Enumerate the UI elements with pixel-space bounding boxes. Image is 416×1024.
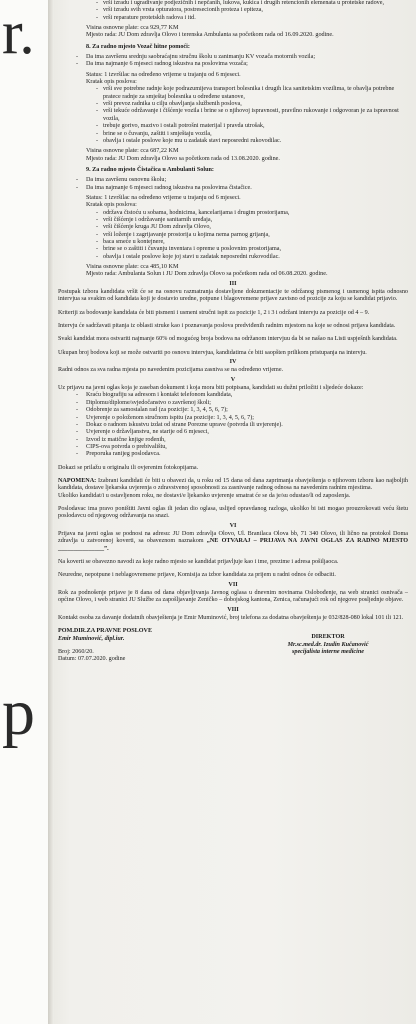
- part4-paragraph: Radni odnos za sva radna mjesta po navedenim pozicijama zasniva se na određeno vrijeme.: [58, 367, 284, 374]
- section7-salary: Visina osnovne plate: cca 929,77 KM: [86, 25, 179, 32]
- envelope-marking-end: _______________”.: [58, 545, 109, 552]
- adjacent-page-letter-bottom: p: [2, 676, 35, 749]
- required-document-item: - Uvjerenje o položenom stručnom ispitu (za pozicije: 1, 3, 4, 5, 6, 7);: [58, 415, 408, 422]
- part4-numeral: IV: [229, 359, 237, 366]
- duty-item: - vrši tekuće održavanje i čišćenje vozila i brine se o njihovoj ispravnosti, pravilno rukovanje i odgovoran je za ispravnost vozila,: [58, 108, 408, 123]
- section8-location: Mjesto rada: JU Dom zdravlja Olovo sa početkom rada od 13.08.2020. godine.: [86, 155, 280, 162]
- requirement-item: - Da ima najmanje 6 mjeseci radnog iskustva na poslovima čistačice.: [58, 185, 408, 192]
- duty-item: - trebuje gorivo, mazivo i ostali potrošni materijal i pravda utrošak,: [58, 123, 408, 130]
- duty-item: - vrši čišćenje kruga JU Dom zdravlja Olovo,: [58, 224, 408, 231]
- duty-item: - vrši reparature protetskih radova i itd.: [58, 15, 408, 22]
- duty-item: - baca smeće u kontejnere,: [58, 239, 408, 246]
- cancellation-paragraph: Poslodavac ima pravo poništiti Javni oglas ili jedan dio oglasa, uslijed opravdanog razloga, ukoliko bi isti mogao prouzrokovati veću štetu poslodavcu od njegovog održavanja na snazi.: [58, 505, 408, 520]
- envelope-instruction: Na koverti se obavezno navodi za koje radno mjesto se kandidat prijavljuje kao i ime, prezime i adresa pošiljaoca.: [58, 559, 339, 565]
- required-document-item: - Preporuka ranijeg poslodavca.: [58, 451, 408, 458]
- page-fold-shadow: [48, 0, 54, 1024]
- section8-salary: Visina osnovne plate: cca 687,22 KM: [86, 148, 179, 155]
- part3-paragraph: Kriteriji za bodovanje kandidata će biti pismeni i usmeni stručni ispit za pozicije 1, 2 i 3 i održani intervju za pozicije od 4 – 9.: [58, 309, 370, 316]
- part3-numeral: III: [229, 280, 237, 287]
- part5-numeral: V: [230, 376, 236, 383]
- section7-location: Mjesto rada: JU Dom zdravlja Olovo i terenska Ambulanta sa početkom rada od 16.09.2020. godine.: [86, 32, 334, 39]
- document-date: Datum: 07.07.2020. godine: [58, 656, 126, 663]
- section8-kratak: Kratak opis poslova:: [86, 79, 137, 86]
- section7-duties-tail: [58, 0, 408, 22]
- requirement-item: - Da ima najmanje 6 mjeseci radnog iskustva na poslovima vozača;: [58, 61, 408, 68]
- part8-numeral: VIII: [227, 606, 239, 613]
- part3-paragraph: Svaki kandidat mora ostvariti najmanje 60% od mogućeg broja bodova na održanom intervjuu da bi se našao na Listi uspješnih kandidata.: [58, 336, 398, 343]
- required-document-item: - Diplomu/diplome/svjedočanstvo o završenoj školi;: [58, 400, 408, 407]
- section9-salary: Visina osnovne plate: cca 485,10 KM: [86, 264, 179, 270]
- napomena-followup: Ukoliko kandidat/i u ostavljenom roku, ne dostavi/e ljekarsko uvjerenje smatrat će se da je/su odustao/li od zaposlenja.: [58, 492, 351, 499]
- part3-paragraph: Postupak izbora kandidata vršit će se na osnovu razmatranja dostavljene dokumentacije te održanog pismenog i usmenog ispita odnosno intervjua sa svakim od kandidata koji je dostavio uredne, potpune i blagovremene prijave zavisno od pozicije za koju se kandidat prijavio.: [58, 289, 408, 303]
- required-document-item: - Kraću biografiju sa adresom i kontakt telefonom kandidata,: [58, 392, 408, 399]
- adjacent-page-strip: [0, 0, 48, 1024]
- napomena-text: Izabrani kandidati će biti u obavezi da, u roku od 15 dana od dana zaprimanja obavještenja o njihovom izboru kao najboljih kandidata, dostave ljekarska uvjerenja o zdravstvenoj sposobnosti za zasnivanje radnog odnosa na navedenim radnim mjestima.: [58, 477, 408, 492]
- duty-item: - vrši čišćenje i održavanje sanitarnih uređaja,: [58, 217, 408, 224]
- part3-paragraph: Ukupan broj bodova koji se može ostvariti po osnovu intervjua, kandidatima će biti saopšten prilikom pristupanja na intervju.: [58, 349, 367, 356]
- public-notice-document: [48, 0, 416, 1024]
- envelope-marking: „NE OTVARAJ – PRIJAVA NA JAVNI OGLAS ZA RADNO MJESTO: [203, 538, 409, 545]
- director-name: Mr.sc.med.dr. Izudin Kučanović: [287, 641, 369, 648]
- required-document-item: - Izvod iz matične knjige rođenih,: [58, 437, 408, 444]
- part6-numeral: VI: [229, 522, 237, 529]
- rejection-note: Neuredne, nepotpune i neblagovremene prijave, Komisija za izbor kandidata za prijem u radni odnos će odbaciti.: [58, 572, 336, 579]
- duty-item: - brine se o čuvanju, zaštiti i smještaju vozila,: [58, 131, 408, 138]
- part3-paragraph: Intervju će sadržavati pitanja iz oblasti struke kao i poznavanja poslova predviđenih radnim mjestom na koje se odnosi prijava kandidata.: [58, 323, 396, 330]
- signature-footer: [58, 628, 408, 748]
- contact-paragraph: Kontakt osoba za davanje dodatnih obavještenja je Emir Muminović, broj telefona za dodatna obavještenja je 032/828-080 lokal 101 ili 121.: [58, 615, 404, 622]
- reference-number: Broj: 2060/20.: [58, 649, 94, 656]
- submission-text: Prijava na javni oglas se podnosi na adresu: JU Dom zdravlja Olovo, Ul. Branilaca Olova bb, 71 340 Olovo, ili lično na protokol Doma zdravlja u zatvorenoj koverti, sa obaveznom naznakom: [58, 530, 408, 545]
- legal-assistant-name: Emir Muminović, dipl.iur.: [58, 635, 125, 642]
- duty-item: - vrši sve potrebne radnje koje podrazumijeva transport bolesnika i drugih lica sanitetskim vozilima, te obavlja potrebne pratece radnje za smještaj bolesnika u određene ustanove,: [58, 86, 408, 101]
- certified-copies-note: Dokazi se prilažu u originalu ili ovjerenim fotokopijama.: [58, 464, 199, 471]
- requirement-item: - Da ima završenu srednju saobraćajnu stručnu školu u zanimanju KV vozača motornih vozila;: [58, 54, 408, 61]
- section8-title: 8. Za radno mjesto Vozač hitne pomoći:: [86, 43, 190, 50]
- section9-location: Mjesto rada: Ambulanta Solun i JU Dom zdravlja Olovo sa početkom rada od 06.08.2020. godine.: [86, 271, 328, 278]
- required-document-item: - Odobrenje za samostalan rad (za pozicije: 1, 3, 4, 5, 6, 7);: [58, 407, 408, 414]
- section8-status: Status: 1 izvršilac na određeno vrijeme u trajanju od 6 mjeseci.: [86, 71, 241, 78]
- section9-status: Status: 1 izvršilac na određeno vrijeme u trajanju od 6 mjeseci.: [86, 194, 241, 201]
- director-role: specijalista interne medicine: [292, 649, 364, 656]
- adjacent-page-letter-top: r.: [2, 0, 35, 67]
- required-document-item: - Dokaz o radnom iskustvu izdat od strane Porezne uprave (potvrda ili uvjerenje).: [58, 422, 408, 429]
- footer-left: [58, 628, 238, 663]
- part5-intro: Uz prijavu na javni oglas koja je zaseban dokument i koja mora biti potpisana, kandidati su dužni priložiti i sljedeće dokaze:: [58, 385, 364, 392]
- director-title: DIREKTOR: [311, 634, 345, 641]
- part7-numeral: VII: [228, 581, 238, 588]
- duty-item: - obavlja i ostale poslove koje joj stavi u zadatak neposredni rukovodilac.: [58, 254, 408, 261]
- duty-item: - vrši izradu svih vrsta opturatora, postresecionih proteza i epiteza,: [58, 7, 408, 14]
- napomena-label: NAPOMENA:: [58, 477, 97, 484]
- required-document-item: - CIPS-ova potvrda o prebivalištu,: [58, 444, 408, 451]
- section9-title: 9. Za radno mjesto Čistačica u Ambulanti Solun:: [86, 166, 214, 173]
- napomena-paragraph: [58, 478, 408, 493]
- section9-kratak: Kratak opis poslova:: [86, 202, 137, 209]
- duty-item: - održava čistoću u sobama, hodnicima, kancelarijama i drugim prostorijama,: [58, 210, 408, 217]
- footer-right: [248, 634, 408, 656]
- required-document-item: - Uvjerenje o državljanstvu, ne starije od 6 mjeseci,: [58, 429, 408, 436]
- deadline-paragraph: Rok za podnošenje prijave je 8 dana od dana objavljivanja Javnog oglasa u dnevnim novinama Oslobođenje, na web stranici osnivača – općine Olovo, i web stranici JU Službe za zapošljavanje Zeničko – dobojskog kantona, Zenica, računajući rok od njegove posljednje objave.: [58, 590, 408, 604]
- duty-item: - vrši loženje i zagrijavanje prostorija u kojima nema parnog grijanja,: [58, 232, 408, 239]
- requirement-item: - Da ima završenu osnovnu školu;: [58, 177, 408, 184]
- legal-assistant-title: POM.DIR.ZA PRAVNE POSLOVE: [58, 628, 153, 635]
- duty-item: - brine se o zaštiti i čuvanju inventara i opreme u poslovnim prostorijama,: [58, 246, 408, 253]
- submission-address-paragraph: [58, 531, 408, 553]
- duty-item: - obavlja i ostale poslove koje mu u zadatak stavi neposredni rukovodilac.: [58, 138, 408, 145]
- duty-item: - vrši prevoz radnika u cilju obavljanja službenih poslova,: [58, 101, 408, 108]
- duty-item: - vrši izradu i ugradivanje podjezičnih i nepčanih, lukova, kukica i drugih retencionih elemenata u protetske radove,: [58, 0, 408, 7]
